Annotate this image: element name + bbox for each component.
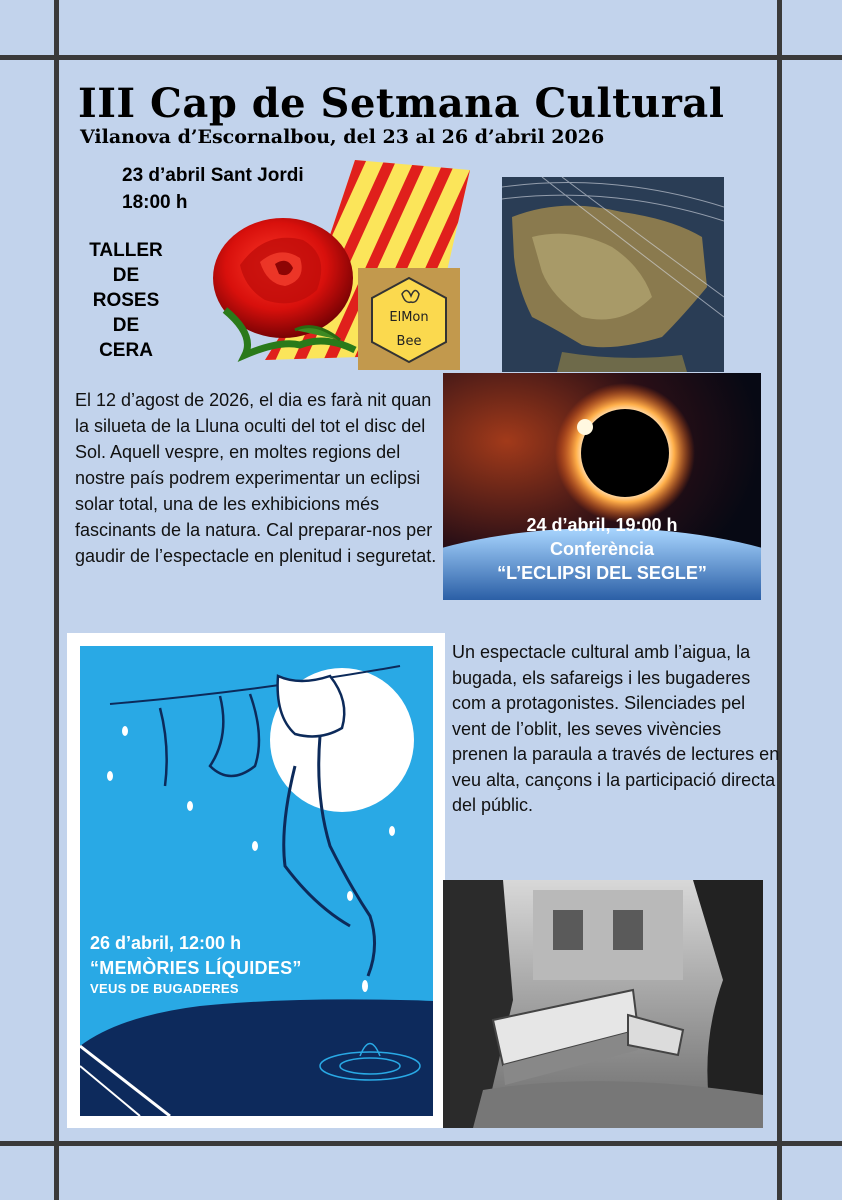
bee-logo-line: ElMon (389, 310, 429, 325)
page-title: III Cap de Setmana Cultural (78, 80, 725, 127)
poster-title: “MEMÒRIES LÍQUIDES” (90, 958, 302, 978)
workshop-word: DE (112, 315, 140, 336)
washhouse-photo (443, 880, 763, 1128)
event2-label (443, 513, 761, 585)
map-graphic (502, 177, 724, 372)
rose-flower (213, 218, 355, 355)
event3-description: Un espectacle cultural amb l’aigua, la bugada, els safareigs i les bugaderes com a protagonistes. Silenciades pel vent de l’oblit, les seves vivències prenen la paraula a través de lectures en veu alta, cançons i la participació directa del públic. (452, 642, 780, 815)
solar-eclipse (443, 373, 761, 600)
page-subtitle: Vilanova d’Escornalbou, del 23 al 26 d’abril 2026 (80, 126, 605, 148)
workshop-word: DE (112, 265, 140, 286)
bee-logo-line: Bee (396, 334, 422, 349)
workshop-word: CERA (99, 340, 153, 361)
workshop-word: ROSES (92, 290, 160, 311)
iberia-map (502, 177, 724, 372)
event2-type: Conferència (549, 539, 655, 559)
workshop-word: TALLER (89, 240, 163, 261)
poster-subtitle: VEUS DE BUGADERES (90, 981, 239, 996)
workshop-title (72, 238, 180, 363)
eclipse-description: El 12 d’agost de 2026, el dia es farà nit quan la silueta de la Lluna oculti del tot el disc del Sol. Aquell vespre, en moltes regions del nostre país podrem experimentar un eclipsi solar total, una de les exhibicions més fascinants de la natura. Cal preparar-nos per gaudir de l’espectacle en plenitud i seguretat. (75, 390, 437, 566)
grid-line-top (0, 55, 842, 60)
event2-datetime: 24 d’abril, 19:00 h (526, 515, 678, 535)
poster-text (90, 930, 302, 998)
washhouse-graphic (443, 880, 763, 1128)
laundry-poster (80, 646, 433, 1116)
event2-title: “L’ECLIPSI DEL SEGLE” (497, 563, 707, 583)
grid-line-bottom (0, 1141, 842, 1146)
bee-logo (358, 268, 460, 370)
grid-line-right (777, 0, 782, 1200)
poster-graphic (80, 646, 433, 1116)
poster-date: 26 d’abril, 12:00 h (90, 933, 242, 953)
event1-time: 18:00 h (122, 192, 188, 213)
event1-date: 23 d’abril Sant Jordi (122, 165, 304, 186)
grid-line-left (54, 0, 59, 1200)
